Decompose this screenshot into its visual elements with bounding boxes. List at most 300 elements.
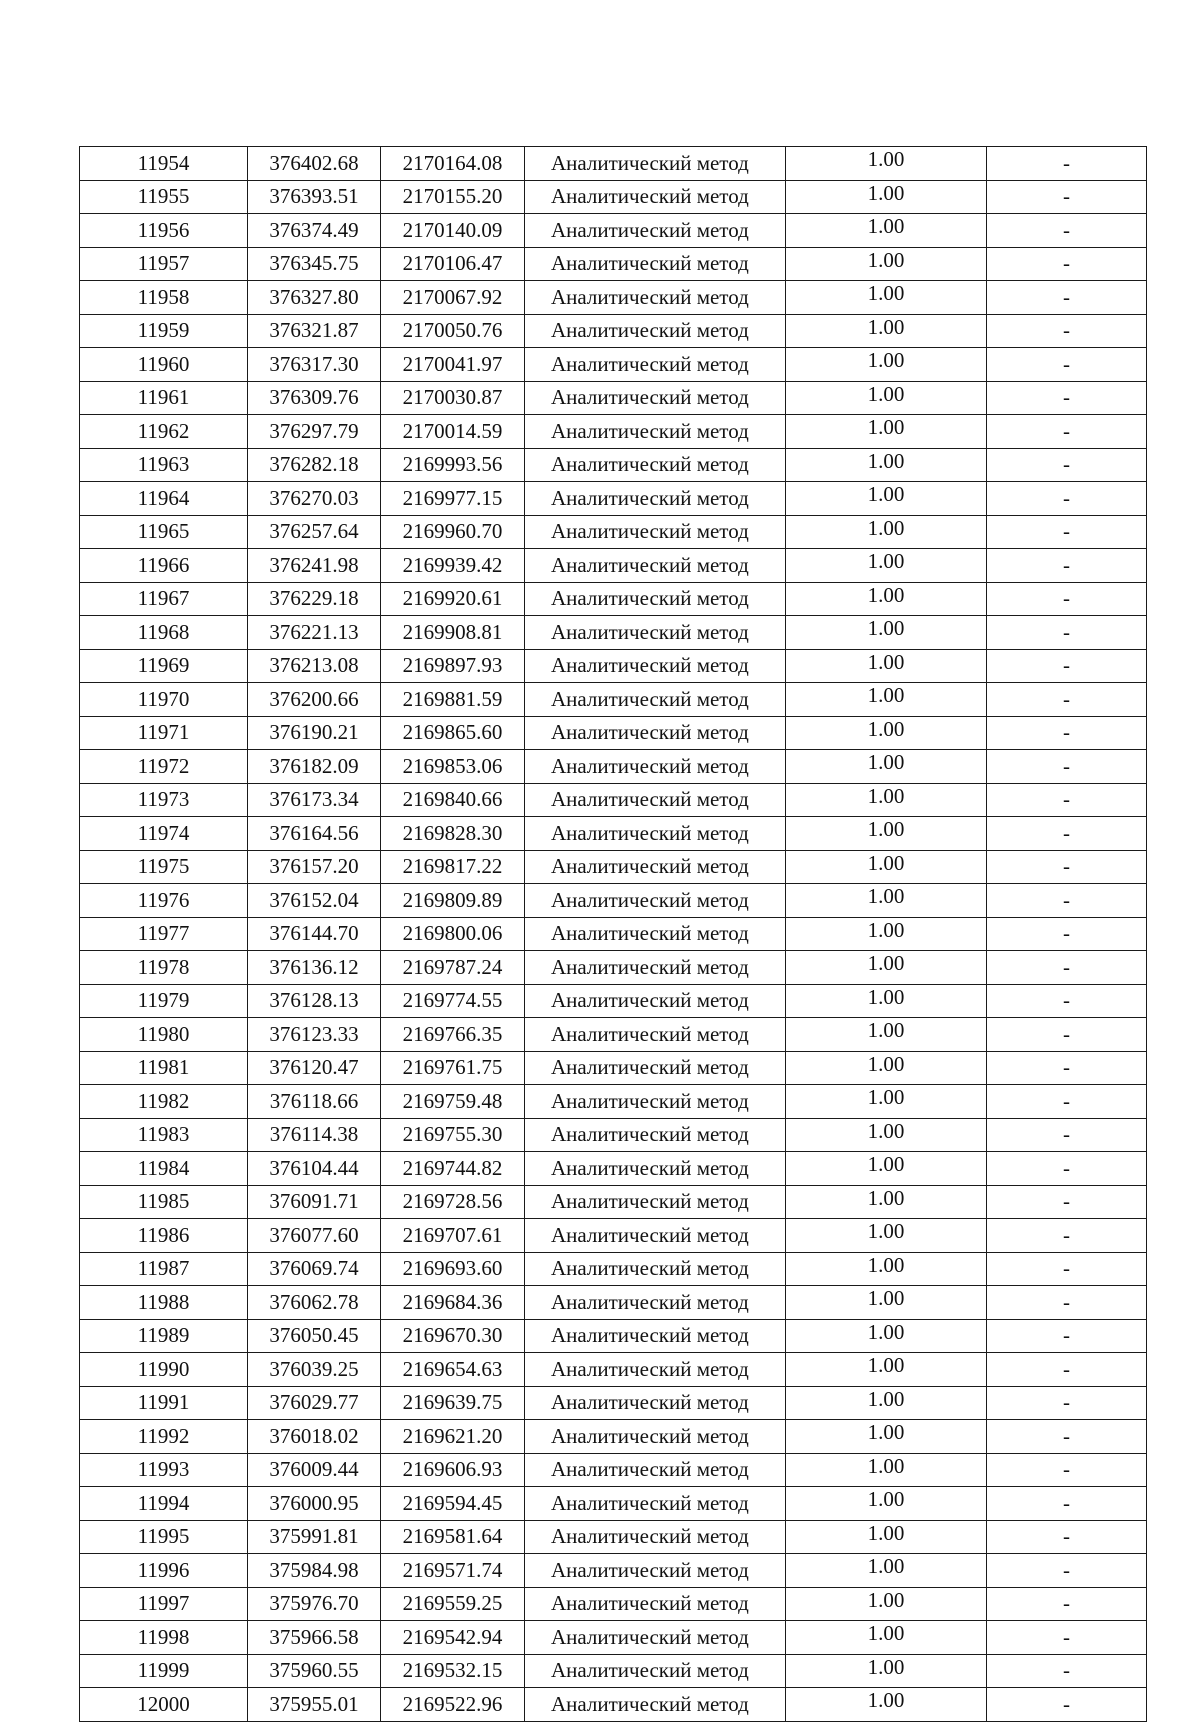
y-coordinate-cell: 2170041.97 [381, 348, 525, 382]
x-coordinate-cell: 376018.02 [248, 1420, 381, 1454]
y-coordinate-cell: 2169960.70 [381, 515, 525, 549]
accuracy-cell: 1.00 [786, 1219, 987, 1253]
accuracy-cell: 1.00 [786, 1118, 987, 1152]
point-number-cell: 11964 [80, 482, 248, 516]
table-row [80, 515, 1147, 549]
x-coordinate-cell: 376221.13 [248, 616, 381, 650]
y-coordinate-cell: 2170014.59 [381, 415, 525, 449]
accuracy-cell: 1.00 [786, 1688, 987, 1722]
table-row [80, 1319, 1147, 1353]
y-coordinate-cell: 2169621.20 [381, 1420, 525, 1454]
x-coordinate-cell: 376297.79 [248, 415, 381, 449]
coordinates-table [79, 146, 1147, 1722]
y-coordinate-cell: 2169542.94 [381, 1621, 525, 1655]
description-cell: - [987, 582, 1147, 616]
description-cell: - [987, 549, 1147, 583]
accuracy-cell: 1.00 [786, 180, 987, 214]
point-number-cell: 11969 [80, 649, 248, 683]
method-cell: Аналитический метод [525, 1487, 786, 1521]
point-number-cell: 11977 [80, 917, 248, 951]
accuracy-cell: 1.00 [786, 616, 987, 650]
method-cell: Аналитический метод [525, 281, 786, 315]
accuracy-cell: 1.00 [786, 482, 987, 516]
table-row [80, 582, 1147, 616]
point-number-cell: 11996 [80, 1554, 248, 1588]
method-cell: Аналитический метод [525, 1554, 786, 1588]
x-coordinate-cell: 376164.56 [248, 817, 381, 851]
point-number-cell: 11993 [80, 1453, 248, 1487]
table-row [80, 1587, 1147, 1621]
x-coordinate-cell: 376104.44 [248, 1152, 381, 1186]
accuracy-cell: 1.00 [786, 415, 987, 449]
description-cell: - [987, 1118, 1147, 1152]
description-cell: - [987, 984, 1147, 1018]
point-number-cell: 11967 [80, 582, 248, 616]
method-cell: Аналитический метод [525, 951, 786, 985]
accuracy-cell: 1.00 [786, 783, 987, 817]
x-coordinate-cell: 375955.01 [248, 1688, 381, 1722]
method-cell: Аналитический метод [525, 314, 786, 348]
point-number-cell: 11954 [80, 147, 248, 181]
accuracy-cell: 1.00 [786, 951, 987, 985]
description-cell: - [987, 247, 1147, 281]
y-coordinate-cell: 2169817.22 [381, 850, 525, 884]
method-cell: Аналитический метод [525, 1185, 786, 1219]
y-coordinate-cell: 2169853.06 [381, 750, 525, 784]
point-number-cell: 11984 [80, 1152, 248, 1186]
table-row [80, 1018, 1147, 1052]
description-cell: - [987, 1453, 1147, 1487]
method-cell: Аналитический метод [525, 649, 786, 683]
method-cell: Аналитический метод [525, 147, 786, 181]
accuracy-cell: 1.00 [786, 314, 987, 348]
x-coordinate-cell: 375966.58 [248, 1621, 381, 1655]
y-coordinate-cell: 2169897.93 [381, 649, 525, 683]
x-coordinate-cell: 376114.38 [248, 1118, 381, 1152]
method-cell: Аналитический метод [525, 716, 786, 750]
description-cell: - [987, 1621, 1147, 1655]
y-coordinate-cell: 2169840.66 [381, 783, 525, 817]
method-cell: Аналитический метод [525, 884, 786, 918]
x-coordinate-cell: 376039.25 [248, 1353, 381, 1387]
description-cell: - [987, 1319, 1147, 1353]
point-number-cell: 11956 [80, 214, 248, 248]
method-cell: Аналитический метод [525, 1654, 786, 1688]
method-cell: Аналитический метод [525, 1386, 786, 1420]
description-cell: - [987, 448, 1147, 482]
x-coordinate-cell: 376128.13 [248, 984, 381, 1018]
accuracy-cell: 1.00 [786, 348, 987, 382]
description-cell: - [987, 1353, 1147, 1387]
y-coordinate-cell: 2169800.06 [381, 917, 525, 951]
x-coordinate-cell: 375984.98 [248, 1554, 381, 1588]
description-cell: - [987, 750, 1147, 784]
accuracy-cell: 1.00 [786, 1152, 987, 1186]
y-coordinate-cell: 2169532.15 [381, 1654, 525, 1688]
description-cell: - [987, 1587, 1147, 1621]
method-cell: Аналитический метод [525, 917, 786, 951]
accuracy-cell: 1.00 [786, 1587, 987, 1621]
y-coordinate-cell: 2170106.47 [381, 247, 525, 281]
x-coordinate-cell: 376374.49 [248, 214, 381, 248]
description-cell: - [987, 1688, 1147, 1722]
table-row [80, 214, 1147, 248]
point-number-cell: 11979 [80, 984, 248, 1018]
table-row [80, 1051, 1147, 1085]
method-cell: Аналитический метод [525, 549, 786, 583]
accuracy-cell: 1.00 [786, 716, 987, 750]
description-cell: - [987, 482, 1147, 516]
x-coordinate-cell: 375991.81 [248, 1520, 381, 1554]
method-cell: Аналитический метод [525, 515, 786, 549]
y-coordinate-cell: 2169728.56 [381, 1185, 525, 1219]
point-number-cell: 11985 [80, 1185, 248, 1219]
description-cell: - [987, 314, 1147, 348]
table-row [80, 649, 1147, 683]
y-coordinate-cell: 2170140.09 [381, 214, 525, 248]
y-coordinate-cell: 2170155.20 [381, 180, 525, 214]
method-cell: Аналитический метод [525, 1152, 786, 1186]
description-cell: - [987, 147, 1147, 181]
accuracy-cell: 1.00 [786, 147, 987, 181]
method-cell: Аналитический метод [525, 348, 786, 382]
description-cell: - [987, 415, 1147, 449]
accuracy-cell: 1.00 [786, 884, 987, 918]
table-row [80, 1688, 1147, 1722]
method-cell: Аналитический метод [525, 1085, 786, 1119]
x-coordinate-cell: 376144.70 [248, 917, 381, 951]
accuracy-cell: 1.00 [786, 247, 987, 281]
x-coordinate-cell: 376393.51 [248, 180, 381, 214]
y-coordinate-cell: 2169707.61 [381, 1219, 525, 1253]
description-cell: - [987, 951, 1147, 985]
accuracy-cell: 1.00 [786, 984, 987, 1018]
accuracy-cell: 1.00 [786, 1252, 987, 1286]
x-coordinate-cell: 376009.44 [248, 1453, 381, 1487]
method-cell: Аналитический метод [525, 1018, 786, 1052]
method-cell: Аналитический метод [525, 1453, 786, 1487]
y-coordinate-cell: 2169755.30 [381, 1118, 525, 1152]
method-cell: Аналитический метод [525, 1353, 786, 1387]
x-coordinate-cell: 376182.09 [248, 750, 381, 784]
table-row [80, 448, 1147, 482]
accuracy-cell: 1.00 [786, 1554, 987, 1588]
table-row [80, 984, 1147, 1018]
y-coordinate-cell: 2169559.25 [381, 1587, 525, 1621]
table-row [80, 281, 1147, 315]
x-coordinate-cell: 376213.08 [248, 649, 381, 683]
x-coordinate-cell: 376091.71 [248, 1185, 381, 1219]
accuracy-cell: 1.00 [786, 649, 987, 683]
method-cell: Аналитический метод [525, 683, 786, 717]
method-cell: Аналитический метод [525, 448, 786, 482]
description-cell: - [987, 783, 1147, 817]
y-coordinate-cell: 2169881.59 [381, 683, 525, 717]
table-row [80, 1453, 1147, 1487]
point-number-cell: 12000 [80, 1688, 248, 1722]
table-row [80, 1219, 1147, 1253]
method-cell: Аналитический метод [525, 247, 786, 281]
description-cell: - [987, 1286, 1147, 1320]
point-number-cell: 11986 [80, 1219, 248, 1253]
y-coordinate-cell: 2169654.63 [381, 1353, 525, 1387]
x-coordinate-cell: 376118.66 [248, 1085, 381, 1119]
y-coordinate-cell: 2169993.56 [381, 448, 525, 482]
y-coordinate-cell: 2169920.61 [381, 582, 525, 616]
method-cell: Аналитический метод [525, 582, 786, 616]
point-number-cell: 11970 [80, 683, 248, 717]
x-coordinate-cell: 376173.34 [248, 783, 381, 817]
method-cell: Аналитический метод [525, 214, 786, 248]
point-number-cell: 11981 [80, 1051, 248, 1085]
accuracy-cell: 1.00 [786, 1085, 987, 1119]
x-coordinate-cell: 376321.87 [248, 314, 381, 348]
description-cell: - [987, 1085, 1147, 1119]
description-cell: - [987, 1420, 1147, 1454]
x-coordinate-cell: 375960.55 [248, 1654, 381, 1688]
accuracy-cell: 1.00 [786, 515, 987, 549]
table-body [80, 147, 1147, 1722]
accuracy-cell: 1.00 [786, 683, 987, 717]
x-coordinate-cell: 376200.66 [248, 683, 381, 717]
point-number-cell: 11994 [80, 1487, 248, 1521]
x-coordinate-cell: 376257.64 [248, 515, 381, 549]
y-coordinate-cell: 2169522.96 [381, 1688, 525, 1722]
method-cell: Аналитический метод [525, 415, 786, 449]
method-cell: Аналитический метод [525, 1688, 786, 1722]
description-cell: - [987, 1386, 1147, 1420]
point-number-cell: 11974 [80, 817, 248, 851]
description-cell: - [987, 1051, 1147, 1085]
x-coordinate-cell: 376317.30 [248, 348, 381, 382]
y-coordinate-cell: 2169744.82 [381, 1152, 525, 1186]
description-cell: - [987, 381, 1147, 415]
table-row [80, 482, 1147, 516]
point-number-cell: 11998 [80, 1621, 248, 1655]
table-row [80, 1554, 1147, 1588]
table-row [80, 1118, 1147, 1152]
y-coordinate-cell: 2169684.36 [381, 1286, 525, 1320]
method-cell: Аналитический метод [525, 1118, 786, 1152]
x-coordinate-cell: 376069.74 [248, 1252, 381, 1286]
description-cell: - [987, 281, 1147, 315]
point-number-cell: 11960 [80, 348, 248, 382]
accuracy-cell: 1.00 [786, 817, 987, 851]
point-number-cell: 11991 [80, 1386, 248, 1420]
point-number-cell: 11983 [80, 1118, 248, 1152]
accuracy-cell: 1.00 [786, 1453, 987, 1487]
accuracy-cell: 1.00 [786, 1420, 987, 1454]
description-cell: - [987, 1654, 1147, 1688]
table-row [80, 817, 1147, 851]
y-coordinate-cell: 2169571.74 [381, 1554, 525, 1588]
description-cell: - [987, 515, 1147, 549]
description-cell: - [987, 1252, 1147, 1286]
y-coordinate-cell: 2169670.30 [381, 1319, 525, 1353]
table-row [80, 850, 1147, 884]
x-coordinate-cell: 375976.70 [248, 1587, 381, 1621]
x-coordinate-cell: 376029.77 [248, 1386, 381, 1420]
table-row [80, 314, 1147, 348]
x-coordinate-cell: 376050.45 [248, 1319, 381, 1353]
point-number-cell: 11997 [80, 1587, 248, 1621]
table-row [80, 348, 1147, 382]
y-coordinate-cell: 2170067.92 [381, 281, 525, 315]
table-row [80, 1353, 1147, 1387]
method-cell: Аналитический метод [525, 1319, 786, 1353]
y-coordinate-cell: 2169693.60 [381, 1252, 525, 1286]
point-number-cell: 11962 [80, 415, 248, 449]
description-cell: - [987, 616, 1147, 650]
method-cell: Аналитический метод [525, 1286, 786, 1320]
point-number-cell: 11975 [80, 850, 248, 884]
x-coordinate-cell: 376327.80 [248, 281, 381, 315]
x-coordinate-cell: 376062.78 [248, 1286, 381, 1320]
table-row [80, 1487, 1147, 1521]
description-cell: - [987, 1520, 1147, 1554]
point-number-cell: 11965 [80, 515, 248, 549]
point-number-cell: 11972 [80, 750, 248, 784]
point-number-cell: 11966 [80, 549, 248, 583]
description-cell: - [987, 649, 1147, 683]
description-cell: - [987, 1185, 1147, 1219]
x-coordinate-cell: 376241.98 [248, 549, 381, 583]
point-number-cell: 11958 [80, 281, 248, 315]
point-number-cell: 11961 [80, 381, 248, 415]
method-cell: Аналитический метод [525, 750, 786, 784]
y-coordinate-cell: 2169594.45 [381, 1487, 525, 1521]
table-row [80, 750, 1147, 784]
table-row [80, 1185, 1147, 1219]
y-coordinate-cell: 2169759.48 [381, 1085, 525, 1119]
description-cell: - [987, 348, 1147, 382]
y-coordinate-cell: 2169809.89 [381, 884, 525, 918]
accuracy-cell: 1.00 [786, 549, 987, 583]
table-row [80, 1286, 1147, 1320]
accuracy-cell: 1.00 [786, 1018, 987, 1052]
table-row [80, 616, 1147, 650]
y-coordinate-cell: 2169939.42 [381, 549, 525, 583]
point-number-cell: 11976 [80, 884, 248, 918]
table-row [80, 783, 1147, 817]
accuracy-cell: 1.00 [786, 381, 987, 415]
accuracy-cell: 1.00 [786, 1051, 987, 1085]
point-number-cell: 11968 [80, 616, 248, 650]
point-number-cell: 11959 [80, 314, 248, 348]
table-row [80, 951, 1147, 985]
table-row [80, 381, 1147, 415]
accuracy-cell: 1.00 [786, 281, 987, 315]
y-coordinate-cell: 2169774.55 [381, 984, 525, 1018]
point-number-cell: 11957 [80, 247, 248, 281]
accuracy-cell: 1.00 [786, 1185, 987, 1219]
accuracy-cell: 1.00 [786, 1386, 987, 1420]
x-coordinate-cell: 376282.18 [248, 448, 381, 482]
method-cell: Аналитический метод [525, 381, 786, 415]
y-coordinate-cell: 2169828.30 [381, 817, 525, 851]
x-coordinate-cell: 376000.95 [248, 1487, 381, 1521]
point-number-cell: 11980 [80, 1018, 248, 1052]
x-coordinate-cell: 376157.20 [248, 850, 381, 884]
description-cell: - [987, 817, 1147, 851]
description-cell: - [987, 884, 1147, 918]
description-cell: - [987, 1152, 1147, 1186]
description-cell: - [987, 683, 1147, 717]
table-row [80, 247, 1147, 281]
x-coordinate-cell: 376123.33 [248, 1018, 381, 1052]
point-number-cell: 11988 [80, 1286, 248, 1320]
method-cell: Аналитический метод [525, 180, 786, 214]
accuracy-cell: 1.00 [786, 1319, 987, 1353]
table-row [80, 1085, 1147, 1119]
method-cell: Аналитический метод [525, 1420, 786, 1454]
accuracy-cell: 1.00 [786, 448, 987, 482]
method-cell: Аналитический метод [525, 1051, 786, 1085]
table-row [80, 549, 1147, 583]
accuracy-cell: 1.00 [786, 1487, 987, 1521]
accuracy-cell: 1.00 [786, 1621, 987, 1655]
method-cell: Аналитический метод [525, 1621, 786, 1655]
description-cell: - [987, 214, 1147, 248]
accuracy-cell: 1.00 [786, 1654, 987, 1688]
description-cell: - [987, 850, 1147, 884]
method-cell: Аналитический метод [525, 1219, 786, 1253]
table-row [80, 683, 1147, 717]
y-coordinate-cell: 2170164.08 [381, 147, 525, 181]
table-row [80, 1252, 1147, 1286]
y-coordinate-cell: 2170030.87 [381, 381, 525, 415]
y-coordinate-cell: 2169865.60 [381, 716, 525, 750]
method-cell: Аналитический метод [525, 1587, 786, 1621]
method-cell: Аналитический метод [525, 850, 786, 884]
accuracy-cell: 1.00 [786, 1286, 987, 1320]
accuracy-cell: 1.00 [786, 214, 987, 248]
point-number-cell: 11978 [80, 951, 248, 985]
description-cell: - [987, 1554, 1147, 1588]
point-number-cell: 11973 [80, 783, 248, 817]
x-coordinate-cell: 376402.68 [248, 147, 381, 181]
table-row [80, 917, 1147, 951]
accuracy-cell: 1.00 [786, 750, 987, 784]
y-coordinate-cell: 2169787.24 [381, 951, 525, 985]
point-number-cell: 11995 [80, 1520, 248, 1554]
accuracy-cell: 1.00 [786, 850, 987, 884]
y-coordinate-cell: 2170050.76 [381, 314, 525, 348]
table-row [80, 1386, 1147, 1420]
y-coordinate-cell: 2169581.64 [381, 1520, 525, 1554]
point-number-cell: 11971 [80, 716, 248, 750]
accuracy-cell: 1.00 [786, 1520, 987, 1554]
x-coordinate-cell: 376270.03 [248, 482, 381, 516]
method-cell: Аналитический метод [525, 482, 786, 516]
method-cell: Аналитический метод [525, 616, 786, 650]
x-coordinate-cell: 376120.47 [248, 1051, 381, 1085]
table-row [80, 716, 1147, 750]
description-cell: - [987, 716, 1147, 750]
description-cell: - [987, 1219, 1147, 1253]
table-row [80, 1654, 1147, 1688]
point-number-cell: 11992 [80, 1420, 248, 1454]
x-coordinate-cell: 376190.21 [248, 716, 381, 750]
table-row [80, 1520, 1147, 1554]
point-number-cell: 11989 [80, 1319, 248, 1353]
x-coordinate-cell: 376309.76 [248, 381, 381, 415]
accuracy-cell: 1.00 [786, 1353, 987, 1387]
x-coordinate-cell: 376229.18 [248, 582, 381, 616]
x-coordinate-cell: 376152.04 [248, 884, 381, 918]
point-number-cell: 11990 [80, 1353, 248, 1387]
table-row [80, 180, 1147, 214]
